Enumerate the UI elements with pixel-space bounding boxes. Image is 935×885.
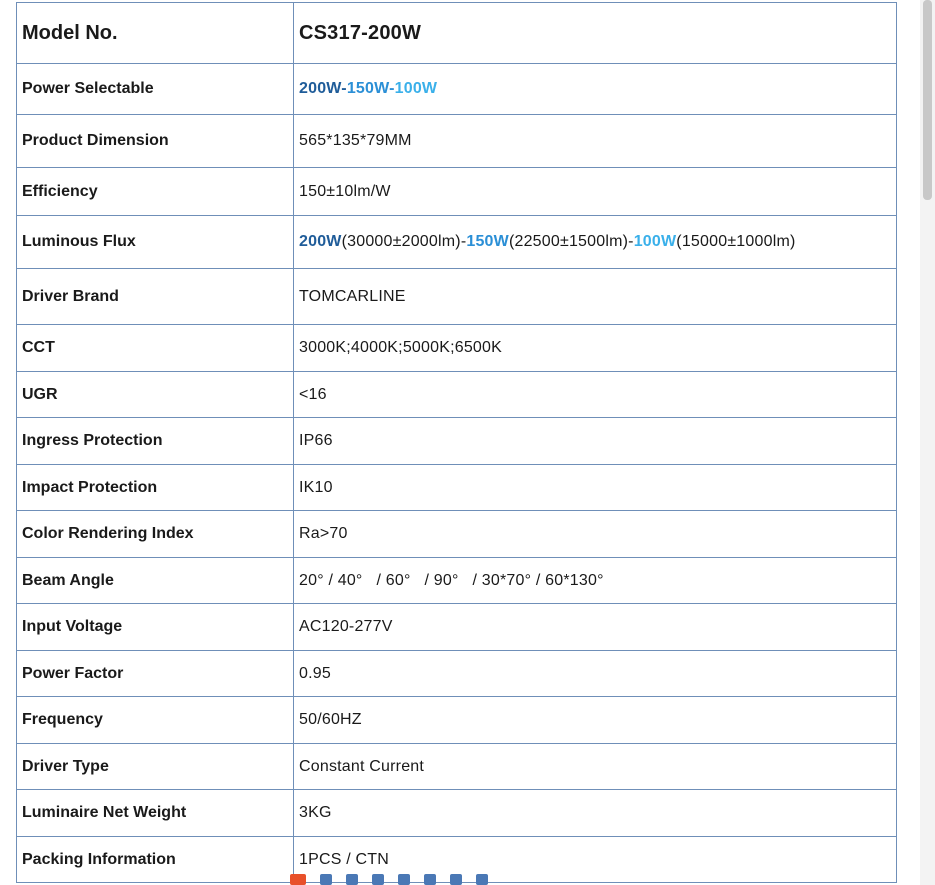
spec-row-ingress-protection	[17, 418, 897, 465]
spec-label: Frequency	[17, 697, 294, 744]
toolbar-logo-icon[interactable]	[290, 874, 306, 885]
spec-label: Driver Type	[17, 744, 294, 790]
spec-row-ugr	[17, 372, 897, 418]
spec-label: Ingress Protection	[17, 418, 294, 465]
spec-row-driver-brand	[17, 269, 897, 325]
flux-200w-label: 200W	[299, 233, 342, 250]
separator: -	[389, 80, 395, 97]
spec-value: 20° / 40° / 60° / 90° / 30*70° / 60*130°	[294, 558, 897, 604]
spec-row-color-rendering-index	[17, 511, 897, 558]
flux-100w-label: 100W	[633, 233, 677, 250]
power-150w: 150W	[346, 80, 390, 97]
floating-toolbar	[290, 874, 520, 885]
power-100w: 100W	[394, 80, 438, 97]
spec-value: <16	[294, 372, 897, 418]
spec-row-impact-protection	[17, 465, 897, 511]
spec-label: Power Factor	[17, 651, 294, 697]
flux-150w-value: (22500±1500lm)-	[508, 233, 634, 250]
spec-row-luminaire-net-weight	[17, 790, 897, 837]
spec-value: IK10	[294, 465, 897, 511]
spec-row-driver-type	[17, 744, 897, 790]
toolbar-tool-icon[interactable]	[424, 874, 436, 885]
spec-value: 150±10lm/W	[294, 168, 897, 216]
separator: -	[341, 80, 347, 97]
spec-label: Beam Angle	[17, 558, 294, 604]
spec-row-model-no	[17, 3, 897, 64]
spec-label: Luminaire Net Weight	[17, 790, 294, 837]
spec-value	[294, 216, 897, 269]
spec-label: Input Voltage	[17, 604, 294, 651]
spec-label: Packing Information	[17, 837, 294, 883]
spec-row-luminous-flux	[17, 216, 897, 269]
toolbar-tool-icon[interactable]	[346, 874, 358, 885]
spec-row-input-voltage	[17, 604, 897, 651]
spec-row-product-dimension	[17, 115, 897, 168]
spec-value: 50/60HZ	[294, 697, 897, 744]
toolbar-tool-icon[interactable]	[398, 874, 410, 885]
toolbar-tool-icon[interactable]	[450, 874, 462, 885]
spec-row-power-selectable	[17, 64, 897, 115]
spec-label: Driver Brand	[17, 269, 294, 325]
spec-row-efficiency	[17, 168, 897, 216]
power-200w: 200W	[299, 80, 342, 97]
spec-value: 3000K;4000K;5000K;6500K	[294, 325, 897, 372]
spec-label: Color Rendering Index	[17, 511, 294, 558]
spec-value: Constant Current	[294, 744, 897, 790]
spec-value: Ra>70	[294, 511, 897, 558]
spec-row-frequency	[17, 697, 897, 744]
spec-value: TOMCARLINE	[294, 269, 897, 325]
spec-value: 3KG	[294, 790, 897, 837]
spec-label: Impact Protection	[17, 465, 294, 511]
spec-row-cct	[17, 325, 897, 372]
spec-label: Product Dimension	[17, 115, 294, 168]
spec-value: CS317-200W	[294, 3, 897, 64]
spec-label: Luminous Flux	[17, 216, 294, 269]
toolbar-tool-icon[interactable]	[372, 874, 384, 885]
spec-table	[16, 2, 897, 883]
spec-value: 1PCS / CTN	[294, 837, 897, 883]
flux-200w-value: (30000±2000lm)-	[341, 233, 467, 250]
spec-value: AC120-277V	[294, 604, 897, 651]
toolbar-tool-icon[interactable]	[476, 874, 488, 885]
spec-row-power-factor	[17, 651, 897, 697]
vertical-scrollbar[interactable]	[920, 0, 935, 885]
spec-label: Power Selectable	[17, 64, 294, 115]
spec-value: 0.95	[294, 651, 897, 697]
spec-value: IP66	[294, 418, 897, 465]
spec-value: 565*135*79MM	[294, 115, 897, 168]
spec-label: Efficiency	[17, 168, 294, 216]
flux-100w-value: (15000±1000lm)	[676, 233, 796, 250]
spec-label: UGR	[17, 372, 294, 418]
toolbar-tool-icon[interactable]	[320, 874, 332, 885]
spec-label: Model No.	[17, 3, 294, 64]
spec-row-beam-angle	[17, 558, 897, 604]
spec-value	[294, 64, 897, 115]
scrollbar-thumb[interactable]	[923, 0, 932, 200]
spec-label: CCT	[17, 325, 294, 372]
flux-150w-label: 150W	[466, 233, 509, 250]
